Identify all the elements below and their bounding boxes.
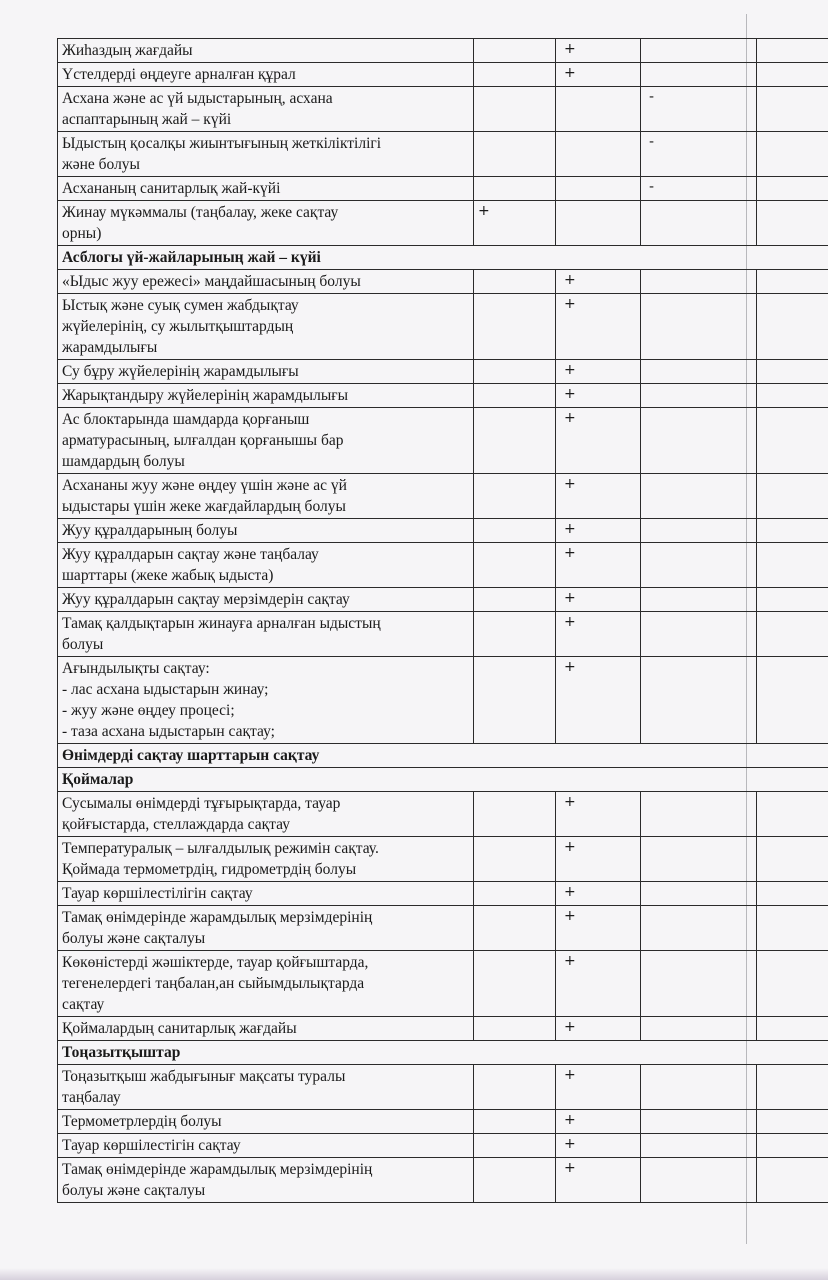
checklist-row — [58, 63, 828, 87]
mark-cell-3 — [641, 408, 757, 474]
checklist-row — [58, 906, 828, 951]
mark-cell-1 — [474, 657, 556, 744]
mark-cell-1 — [474, 39, 556, 63]
mark-cell-3 — [641, 951, 757, 1017]
criterion-text: Ыстық және суық сумен жабдықтау — [62, 297, 299, 314]
mark-cell-4 — [757, 519, 828, 543]
checklist-row — [58, 1017, 828, 1041]
criterion-text: - таза асхана ыдыстарын сақтау; — [62, 723, 275, 740]
mark-cell-4 — [757, 882, 828, 906]
mark-cell-3 — [641, 588, 757, 612]
mark-cell-3 — [641, 270, 757, 294]
section-header-row — [58, 1041, 828, 1065]
criterion-text: сақтау — [62, 996, 105, 1013]
mark-cell-3 — [641, 1110, 757, 1134]
checklist-row — [58, 951, 828, 1017]
mark-cell-3 — [641, 360, 757, 384]
criterion-text: Тауар көршілестігін сақтау — [62, 1137, 241, 1154]
criterion-cell — [58, 63, 474, 87]
mark-cell-4 — [757, 1110, 828, 1134]
mark-cell-3 — [641, 657, 757, 744]
criterion-cell — [58, 1134, 474, 1158]
mark-cell-3 — [641, 882, 757, 906]
mark-cell-3 — [641, 1134, 757, 1158]
criterion-cell — [58, 39, 474, 63]
mark-cell-4 — [757, 360, 828, 384]
criterion-text: Асхананың санитарлық жай-күйі — [62, 180, 281, 197]
criterion-text: болуы және сақталуы — [62, 1182, 206, 1199]
mark-cell-3 — [641, 543, 757, 588]
checklist-row — [58, 588, 828, 612]
criterion-text: - лас асхана ыдыстарын жинау; — [62, 681, 269, 698]
mark-cell-1 — [474, 588, 556, 612]
mark-cell-4 — [757, 87, 828, 132]
checklist-row — [58, 612, 828, 657]
criterion-text: Тамақ өнімдерінде жарамдылық мерзімдерінің — [62, 1161, 373, 1178]
mark-cell-4 — [757, 612, 828, 657]
mark-cell-1 — [474, 1110, 556, 1134]
mark-cell-3 — [641, 612, 757, 657]
mark-cell-1 — [474, 360, 556, 384]
checklist-row — [58, 270, 828, 294]
checklist-row — [58, 360, 828, 384]
mark-cell-3 — [641, 39, 757, 63]
criterion-text: орны) — [62, 225, 102, 242]
mark-cell-1 — [474, 270, 556, 294]
section-title — [58, 744, 828, 768]
mark-cell-2: + — [556, 543, 641, 588]
criterion-cell — [58, 657, 474, 744]
mark-cell-4 — [757, 837, 828, 882]
criterion-text: Температуралық – ылғалдылық режимін сақтау. — [62, 840, 379, 857]
section-title — [58, 1041, 828, 1065]
mark-cell-4 — [757, 1065, 828, 1110]
mark-cell-2: + — [556, 906, 641, 951]
mark-cell-2: + — [556, 384, 641, 408]
mark-cell-2: + — [556, 63, 641, 87]
mark-cell-1 — [474, 1065, 556, 1110]
criterion-cell — [58, 837, 474, 882]
mark-cell-1: + — [474, 201, 556, 246]
checklist-row — [58, 408, 828, 474]
section-header-row — [58, 246, 828, 270]
criterion-text: шарттары (жеке жабық ыдыста) — [62, 567, 274, 584]
mark-cell-3: - — [641, 177, 757, 201]
mark-cell-2: + — [556, 1065, 641, 1110]
criterion-text: Термометрлердің болуы — [62, 1113, 222, 1130]
checklist-row — [58, 519, 828, 543]
criterion-text: қойғыстарда, стеллаждарда сақтау — [62, 816, 290, 833]
criterion-cell — [58, 87, 474, 132]
checklist-row — [58, 543, 828, 588]
criterion-text: ыдыстары үшін жеке жағдайлардың болуы — [62, 498, 346, 515]
checklist-row — [58, 1110, 828, 1134]
mark-cell-2: + — [556, 657, 641, 744]
mark-cell-1 — [474, 1134, 556, 1158]
criterion-text: Қоймада термометрдің, гидрометрдің болуы — [62, 861, 357, 878]
mark-cell-4 — [757, 588, 828, 612]
criterion-text: және болуы — [62, 156, 140, 173]
mark-cell-1 — [474, 63, 556, 87]
criterion-text: Жарықтандыру жүйелерінің жарамдылығы — [62, 387, 349, 404]
mark-cell-3 — [641, 1065, 757, 1110]
mark-cell-3 — [641, 519, 757, 543]
criterion-cell — [58, 519, 474, 543]
mark-cell-4 — [757, 1017, 828, 1041]
criterion-text: Жуу құралдарын сақтау мерзімдерін сақтау — [62, 591, 350, 608]
criterion-text: Көкөністерді жәшіктерде, тауар қойғыштарда, — [62, 954, 369, 971]
mark-cell-1 — [474, 792, 556, 837]
criterion-cell — [58, 177, 474, 201]
checklist-rows — [58, 39, 828, 1203]
checklist-row — [58, 657, 828, 744]
criterion-cell — [58, 951, 474, 1017]
criterion-text: Асхананы жуу және өңдеу үшін және ас үй — [62, 477, 347, 494]
scan-bottom-shadow — [0, 1268, 828, 1280]
mark-cell-1 — [474, 1017, 556, 1041]
mark-cell-2: + — [556, 837, 641, 882]
criterion-text: - жуу және өңдеу процесі; — [62, 702, 235, 719]
criterion-text: Тауар көршілестілігін сақтау — [62, 885, 253, 902]
mark-cell-4 — [757, 792, 828, 837]
section-title-text: Асблогы үй-жайларының жай – күйі — [62, 249, 321, 266]
mark-cell-4 — [757, 543, 828, 588]
mark-cell-1 — [474, 384, 556, 408]
criterion-text: Ағындылықты сақтау: — [62, 660, 210, 677]
criterion-text: таңбалау — [62, 1089, 121, 1106]
mark-cell-3 — [641, 1017, 757, 1041]
criterion-text: Қоймалардың санитарлық жағдайы — [62, 1020, 297, 1037]
criterion-cell — [58, 792, 474, 837]
checklist-row — [58, 792, 828, 837]
mark-cell-4 — [757, 474, 828, 519]
mark-cell-1 — [474, 294, 556, 360]
mark-cell-2: + — [556, 39, 641, 63]
checklist-row — [58, 294, 828, 360]
checklist-row — [58, 882, 828, 906]
section-title — [58, 246, 828, 270]
inspection-checklist-table — [57, 38, 828, 1203]
mark-cell-3 — [641, 201, 757, 246]
criterion-text: тегенелердегі таңбалан,ан сыйымдылықтарда — [62, 975, 365, 992]
criterion-cell — [58, 408, 474, 474]
criterion-text: шамдардың болуы — [62, 453, 185, 470]
criterion-cell — [58, 1158, 474, 1203]
mark-cell-1 — [474, 612, 556, 657]
checklist-row — [58, 384, 828, 408]
checklist-row — [58, 39, 828, 63]
criterion-text: Тамақ қалдықтарын жинауға арналған ыдыстың — [62, 615, 381, 632]
mark-cell-4 — [757, 270, 828, 294]
checklist-row — [58, 87, 828, 132]
mark-cell-1 — [474, 87, 556, 132]
mark-cell-2: + — [556, 1134, 641, 1158]
checklist-row — [58, 1158, 828, 1203]
checklist-row — [58, 474, 828, 519]
mark-cell-2: + — [556, 270, 641, 294]
mark-cell-1 — [474, 543, 556, 588]
section-header-row — [58, 768, 828, 792]
mark-cell-1 — [474, 177, 556, 201]
criterion-cell — [58, 294, 474, 360]
mark-cell-2: + — [556, 1110, 641, 1134]
criterion-text: Су бұру жүйелерінің жарамдылығы — [62, 363, 299, 380]
criterion-text: Тоңазытқыш жабдығынығ мақсаты туралы — [62, 1068, 346, 1085]
mark-cell-3: - — [641, 87, 757, 132]
criterion-text: Үстелдерді өңдеуге арналған құрал — [62, 66, 296, 83]
mark-cell-3 — [641, 63, 757, 87]
criterion-cell — [58, 201, 474, 246]
criterion-text: Жинау мүкәммалы (таңбалау, жеке сақтау — [62, 204, 339, 221]
criterion-text: жүйелерінің, су жылытқыштардың — [62, 318, 294, 335]
criterion-cell — [58, 543, 474, 588]
mark-cell-3 — [641, 837, 757, 882]
mark-cell-1 — [474, 474, 556, 519]
criterion-text: Асхана және ас үй ыдыстарының, асхана — [62, 90, 333, 107]
section-title — [58, 768, 828, 792]
criterion-text: болуы — [62, 636, 104, 653]
mark-cell-1 — [474, 882, 556, 906]
criterion-cell — [58, 882, 474, 906]
mark-cell-2: + — [556, 882, 641, 906]
criterion-cell — [58, 588, 474, 612]
mark-cell-3 — [641, 294, 757, 360]
mark-cell-4 — [757, 294, 828, 360]
criterion-cell — [58, 360, 474, 384]
mark-cell-1 — [474, 837, 556, 882]
mark-cell-1 — [474, 519, 556, 543]
checklist-row — [58, 177, 828, 201]
mark-cell-4 — [757, 39, 828, 63]
mark-cell-2: + — [556, 519, 641, 543]
section-title-text: Тоңазытқыштар — [62, 1044, 181, 1061]
mark-cell-1 — [474, 906, 556, 951]
criterion-cell — [58, 1110, 474, 1134]
mark-cell-3 — [641, 792, 757, 837]
mark-cell-2: + — [556, 951, 641, 1017]
mark-cell-4 — [757, 132, 828, 177]
mark-cell-4 — [757, 63, 828, 87]
mark-cell-2 — [556, 132, 641, 177]
mark-cell-2: + — [556, 612, 641, 657]
checklist-row — [58, 132, 828, 177]
mark-cell-2: + — [556, 408, 641, 474]
criterion-text: арматурасының, ылғалдан қорғанышы бар — [62, 432, 344, 449]
mark-cell-4 — [757, 177, 828, 201]
mark-cell-4 — [757, 408, 828, 474]
mark-cell-1 — [474, 951, 556, 1017]
mark-cell-2 — [556, 201, 641, 246]
criterion-text: Жиһаздың жағдайы — [62, 42, 193, 59]
mark-cell-3: - — [641, 132, 757, 177]
checklist-row — [58, 1065, 828, 1110]
mark-cell-2 — [556, 177, 641, 201]
mark-cell-2: + — [556, 792, 641, 837]
criterion-text: Сусымалы өнімдерді тұғырықтарда, тауар — [62, 795, 341, 812]
mark-cell-2: + — [556, 588, 641, 612]
criterion-cell — [58, 384, 474, 408]
mark-cell-4 — [757, 1134, 828, 1158]
checklist-row — [58, 1134, 828, 1158]
checklist-row — [58, 837, 828, 882]
criterion-text: «Ыдыс жуу ережесі» маңдайшасының болуы — [62, 273, 361, 290]
criterion-cell — [58, 612, 474, 657]
criterion-cell — [58, 270, 474, 294]
mark-cell-4 — [757, 201, 828, 246]
mark-cell-2: + — [556, 474, 641, 519]
mark-cell-1 — [474, 408, 556, 474]
mark-cell-3 — [641, 1158, 757, 1203]
criterion-cell — [58, 132, 474, 177]
section-title-text: Өнімдерді сақтау шарттарын сақтау — [62, 747, 320, 764]
criterion-text: аспаптарының жай – күйі — [62, 111, 232, 128]
mark-cell-2 — [556, 87, 641, 132]
mark-cell-3 — [641, 384, 757, 408]
checklist-row — [58, 201, 828, 246]
mark-cell-2: + — [556, 1017, 641, 1041]
mark-cell-3 — [641, 906, 757, 951]
criterion-text: Ыдыстың қосалқы жиынтығының жеткіліктілігі — [62, 135, 382, 152]
section-header-row — [58, 744, 828, 768]
criterion-cell — [58, 1065, 474, 1110]
mark-cell-1 — [474, 132, 556, 177]
section-title-text: Қоймалар — [62, 771, 134, 788]
criterion-text: болуы және сақталуы — [62, 930, 206, 947]
mark-cell-3 — [641, 474, 757, 519]
mark-cell-4 — [757, 906, 828, 951]
mark-cell-4 — [757, 657, 828, 744]
mark-cell-2: + — [556, 294, 641, 360]
mark-cell-2: + — [556, 360, 641, 384]
mark-cell-4 — [757, 1158, 828, 1203]
criterion-text: жарамдылығы — [62, 339, 158, 356]
criterion-text: Жуу құралдарының болуы — [62, 522, 238, 539]
mark-cell-4 — [757, 384, 828, 408]
criterion-cell — [58, 474, 474, 519]
mark-cell-2: + — [556, 1158, 641, 1203]
criterion-text: Тамақ өнімдерінде жарамдылық мерзімдерінің — [62, 909, 373, 926]
criterion-text: Ас блоктарында шамдарда қорғаныш — [62, 411, 310, 428]
criterion-cell — [58, 906, 474, 951]
mark-cell-4 — [757, 951, 828, 1017]
criterion-cell — [58, 1017, 474, 1041]
mark-cell-1 — [474, 1158, 556, 1203]
criterion-text: Жуу құралдарын сақтау және таңбалау — [62, 546, 319, 563]
